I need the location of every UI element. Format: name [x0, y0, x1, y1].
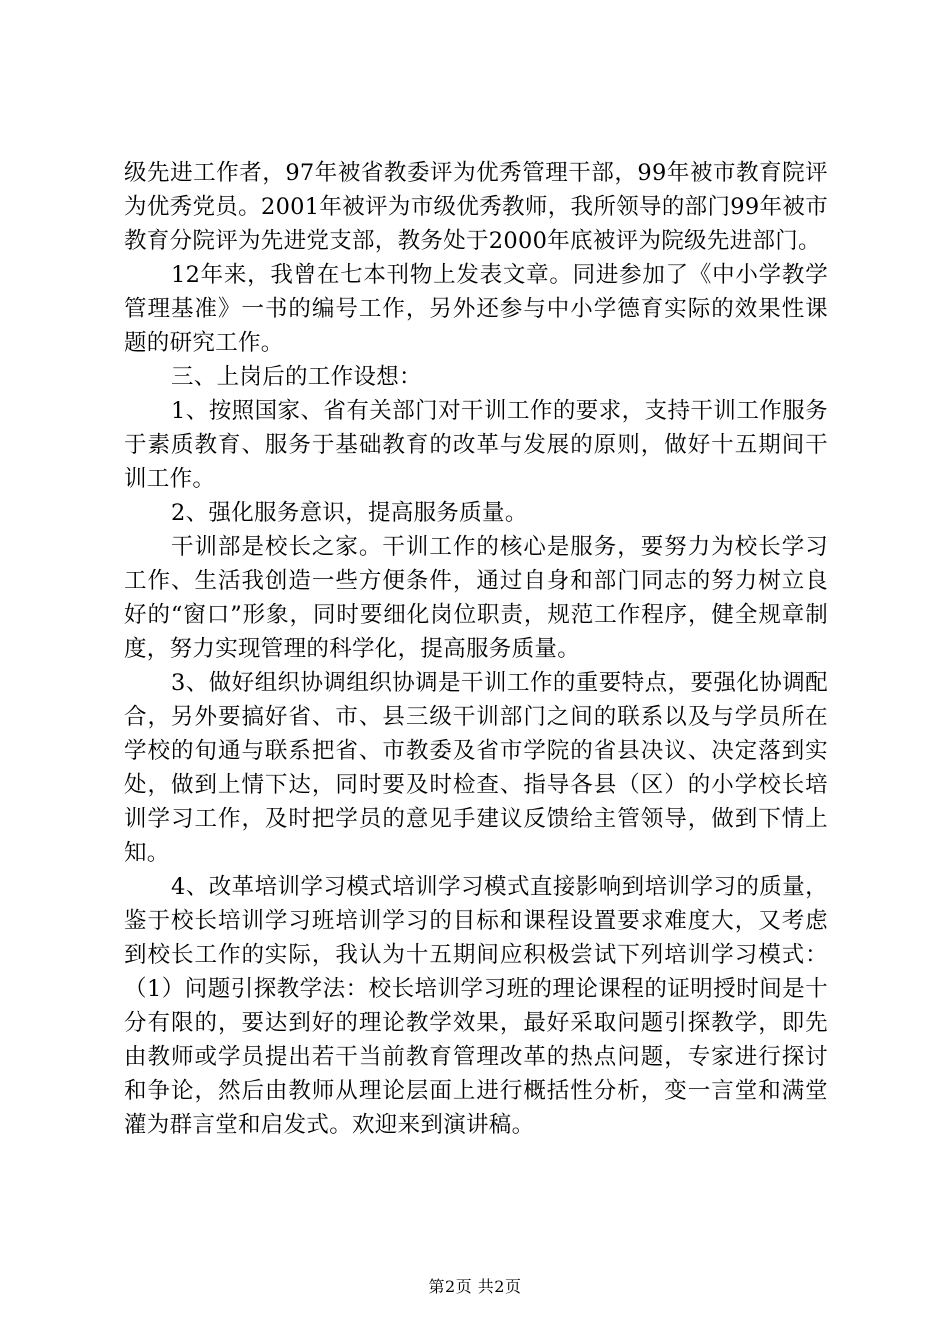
paragraph: 4、改革培训学习模式培训学习模式直接影响到培训学习的质量，鉴于校长培训学习班培训学习的目标和课程设置要求难度大，又考虑到校长工作的实际，我认为十五期间应积极尝试下列培训学习模式：（1）问题引探教学法：校长培训学习班的理论课程的证明授时间是十分有限的，要达到好的理论教学效果，最好采取问题引探教学，即先由教师或学员提出若干当前教育管理改革的热点问题，专家进行探讨和争论，然后由教师从理论层面上进行概括性分析，变一言堂和满堂灌为群言堂和启发式。欢迎来到演讲稿。 [124, 874, 828, 1138]
paragraph: 干训部是校长之家。干训工作的核心是服务，要努力为校长学习工作、生活我创造一些方便条件，通过自身和部门同志的努力树立良好的“窗口”形象，同时要细化岗位职责，规范工作程序，健全规章制度，努力实现管理的科学化，提高服务质量。 [124, 534, 828, 662]
paragraph: 1、按照国家、省有关部门对干训工作的要求，支持干训工作服务于素质教育、服务于基础教育的改革与发展的原则，做好十五期间干训工作。 [124, 398, 828, 492]
paragraph: 2、强化服务意识，提高服务质量。 [171, 500, 528, 526]
document-body [124, 156, 828, 1142]
paragraph: 级先进工作者，97年被省教委评为优秀管理干部，99年被市教育院评为优秀党员。2001年被评为市级优秀教师，我所领导的部门99年被市教育分院评为先进党支部，教务处于2000年底被评为院级先进部门。 [124, 160, 828, 254]
paragraph: 12年来，我曾在七本刊物上发表文章。同进参加了《中小学教学管理基准》一书的编号工作，另外还参与中小学德育实际的效果性课题的研究工作。 [124, 262, 828, 356]
paragraph: 3、做好组织协调组织协调是干训工作的重要特点，要强化协调配合，另外要搞好省、市、县三级干训部门之间的联系以及与学员所在学校的旬通与联系把省、市教委及省市学院的省县决议、决定落到实处，做到上情下达，同时要及时检查、指导各县（区）的小学校长培训学习工作，及时把学员的意见手建议反馈给主管领导，做到下情上知。 [124, 670, 828, 866]
page-number-footer: 第2页 共2页 [428, 1277, 522, 1296]
section-heading: 三、上岗后的工作设想： [171, 364, 422, 390]
